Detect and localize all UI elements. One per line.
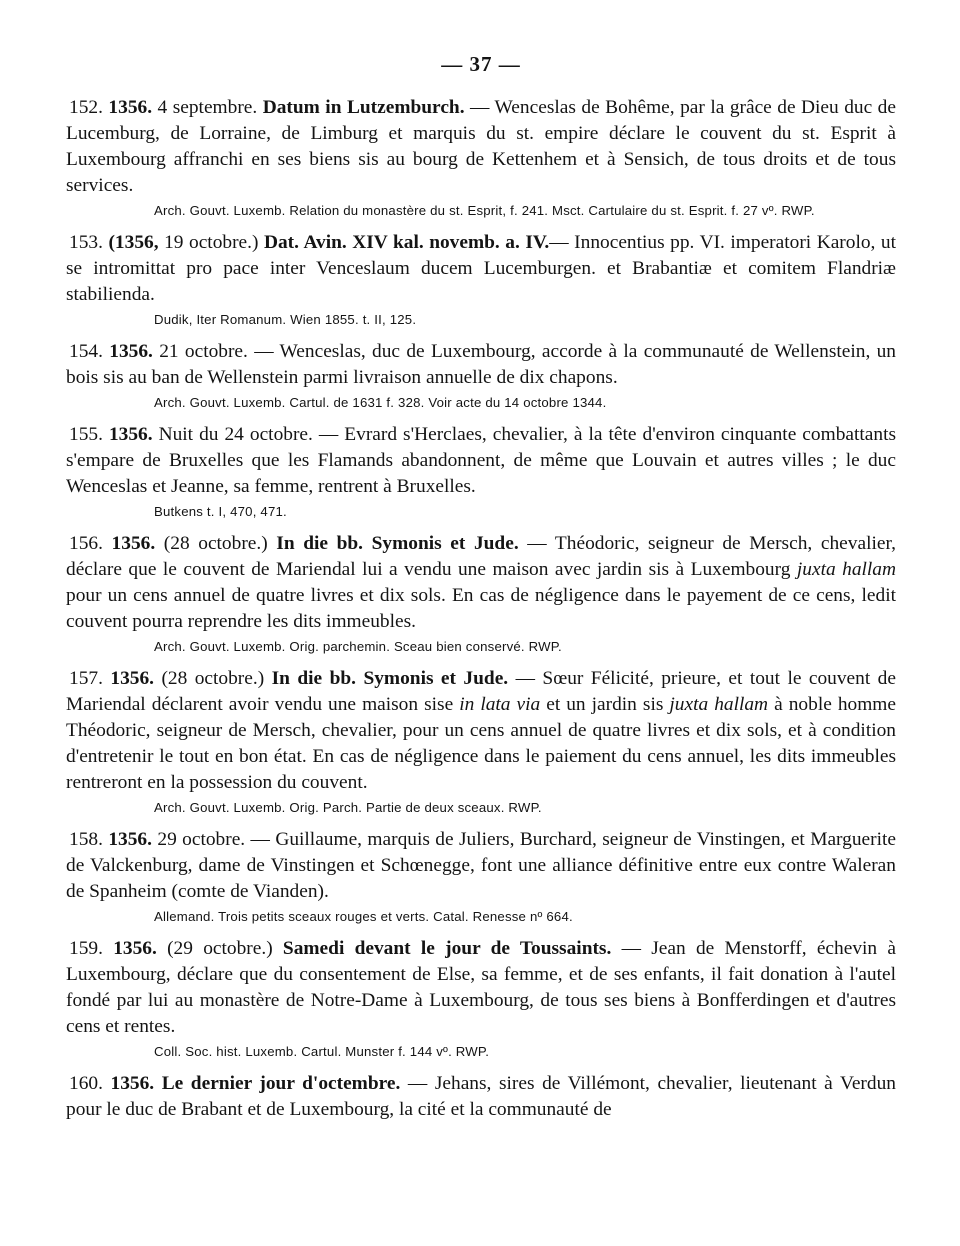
entry-title: Datum in Lutzemburch. — [262, 97, 465, 118]
entry-date: Nuit du 24 octobre. — [152, 424, 313, 445]
entry-158 — [66, 827, 896, 927]
entry-body: — Guillaume, marquis de Juliers, Burchard, seigneur de Vinstingen, et Marguerite de Valckenburg, dame de Vinstingen et Schœnegge, font une alliance définitive entre eux contre Waleran de Spanheim (comte de Vianden). — [66, 829, 896, 902]
entry-text — [66, 339, 896, 391]
entry-text — [66, 230, 896, 308]
entry-text — [66, 95, 896, 199]
entry-source: Arch. Gouvt. Luxemb. Cartul. de 1631 f. 328. Voir acte du 14 octobre 1344. — [154, 395, 607, 410]
entry-year: 1356. — [109, 341, 153, 362]
entry-date — [154, 1073, 162, 1094]
page-number: — 37 — — [441, 52, 521, 76]
entry-year: 1356. — [111, 533, 156, 554]
entry-155 — [66, 422, 896, 522]
entry-source: Butkens t. I, 470, 471. — [154, 504, 287, 519]
entry-number: 158. — [69, 829, 103, 850]
entry-italic-term: juxta hallam — [669, 694, 769, 715]
entry-year: 1356. — [110, 668, 155, 689]
document-page — [66, 52, 896, 1132]
entry-154 — [66, 339, 896, 413]
entry-body: — Innocentius pp. VI. imperatori Karolo, ut se intromittat pro pace inter Venceslaum ducem Lucemburgen. et Brabantiæ et comitem Flandriæ stabilienda. — [66, 232, 896, 305]
entry-year: 1356. — [108, 97, 153, 118]
entry-number: 156. — [69, 533, 103, 554]
entry-text — [66, 666, 896, 796]
entry-italic-term: in lata via — [459, 694, 541, 715]
entry-source: Arch. Gouvt. Luxemb. Orig. parchemin. Sceau bien conservé. RWP. — [154, 639, 562, 654]
entry-body: à noble homme Théodoric, seigneur de Mersch, chevalier, pour un cens annuel de quatre livres et dix sols, et à condition d'entretenir le tout en bon état. En cas de négligence dans le paiement du cens annuel, les dits immeubles rentreront en la possession du couvent. — [66, 694, 896, 793]
entry-body: — Théodoric, seigneur de Mersch, chevalier, déclare que le couvent de Mariendal lui a vendu une maison avec jardin sis à Luxembourg — [66, 533, 896, 580]
entry-text — [66, 422, 896, 500]
entry-text — [66, 936, 896, 1040]
entry-number: 157. — [69, 668, 103, 689]
entry-source: Allemand. Trois petits sceaux rouges et verts. Catal. Renesse nº 664. — [154, 909, 573, 924]
entry-text — [66, 531, 896, 635]
entry-body: — Wenceslas de Bohême, par la grâce de Dieu duc de Lucemburg, de Lorraine, de Limburg et marquis du st. empire déclare le couvent du st. Esprit à Luxembourg affranchi en ses biens sis au bourg de Kettenhem et à Sensich, de tous droits et de tous services. — [66, 97, 896, 196]
entry-title: In die bb. Symonis et Jude. — [271, 668, 509, 689]
entry-number: 152. — [69, 97, 103, 118]
entry-date: 29 octobre. — [151, 829, 246, 850]
entry-number: 153. — [69, 232, 103, 253]
entry-number: 154. — [69, 341, 103, 362]
entry-date: (28 octobre.) — [154, 668, 272, 689]
entry-date: (28 octobre.) — [155, 533, 277, 554]
entry-number: 155. — [69, 424, 103, 445]
entry-body: — Jean de Menstorff, échevin à Luxembourg, déclare que du consentement de Else, sa femme, et de ses enfants, il fait donation à l'autel fondé par lui au monastère de Notre-Dame à Luxembourg, de tous ses biens à Bonfferdingen et d'autres cens et rentes. — [66, 938, 896, 1037]
entry-text — [66, 1071, 896, 1123]
entry-source: Dudik, Iter Romanum. Wien 1855. t. II, 125. — [154, 312, 417, 327]
entry-160 — [66, 1071, 896, 1123]
entries-list — [66, 95, 896, 1123]
entry-source: Arch. Gouvt. Luxemb. Relation du monastère du st. Esprit, f. 241. Msct. Cartulaire du st. Esprit. f. 27 vº. RWP. — [154, 203, 815, 218]
entry-title: Dat. Avin. XIV kal. novemb. a. IV. — [263, 232, 550, 253]
entry-date: 21 octobre. — [152, 341, 248, 362]
entry-157 — [66, 666, 896, 818]
entry-number: 159. — [69, 938, 103, 959]
entry-body: — Wenceslas, duc de Luxembourg, accorde à la communauté de Wellenstein, un bois sis au ban de Wellenstein parmi livraison annuelle de dix chapons. — [66, 341, 897, 388]
entry-body: — Sœur Félicité, prieure, et tout le couvent de Mariendal déclarent avoir vendu une maison sise — [66, 668, 896, 715]
entry-title: In die bb. Symonis et Jude. — [276, 533, 519, 554]
entry-year: 1356. — [110, 1073, 155, 1094]
entry-159 — [66, 936, 896, 1062]
entry-body: et un jardin sis — [540, 694, 670, 715]
entry-year: 1356. — [108, 829, 152, 850]
entry-153 — [66, 230, 896, 330]
entry-title: Le dernier jour d'octembre. — [161, 1073, 401, 1094]
entry-italic-term: juxta hallam — [796, 559, 896, 580]
entry-156 — [66, 531, 896, 657]
entry-year: 1356. — [108, 424, 153, 445]
entry-number: 160. — [69, 1073, 103, 1094]
entry-date: 4 septembre. — [152, 97, 263, 118]
entry-date: (29 octobre.) — [156, 938, 283, 959]
entry-body: — Evrard s'Herclaes, chevalier, à la tête d'environ cinquante combattants s'empare de Bruxelles que les Flamands abandonnent, de même que Louvain et autres villes ; le duc Wenceslas et Jeanne, sa femme, rentrent à Bruxelles. — [66, 424, 896, 497]
entry-year: (1356, — [108, 232, 159, 253]
entry-source: Arch. Gouvt. Luxemb. Orig. Parch. Partie de deux sceaux. RWP. — [154, 800, 542, 815]
entry-152 — [66, 95, 896, 221]
entry-body: — Jehans, sires de Villémont, chevalier, lieutenant à Verdun pour le duc de Brabant et de Luxembourg, la cité et la communauté de — [66, 1073, 896, 1120]
entry-date: 19 octobre.) — [158, 232, 264, 253]
entry-body: pour un cens annuel de quatre livres et dix sols. En cas de négligence dans le payement de ce cens, ledit couvent pourra reprendre les dits immeubles. — [66, 585, 896, 632]
entry-source: Coll. Soc. hist. Luxemb. Cartul. Munster f. 144 vº. RWP. — [154, 1044, 490, 1059]
entry-title: Samedi devant le jour de Toussaints. — [282, 938, 612, 959]
entry-year: 1356. — [113, 938, 157, 959]
entry-text — [66, 827, 896, 905]
